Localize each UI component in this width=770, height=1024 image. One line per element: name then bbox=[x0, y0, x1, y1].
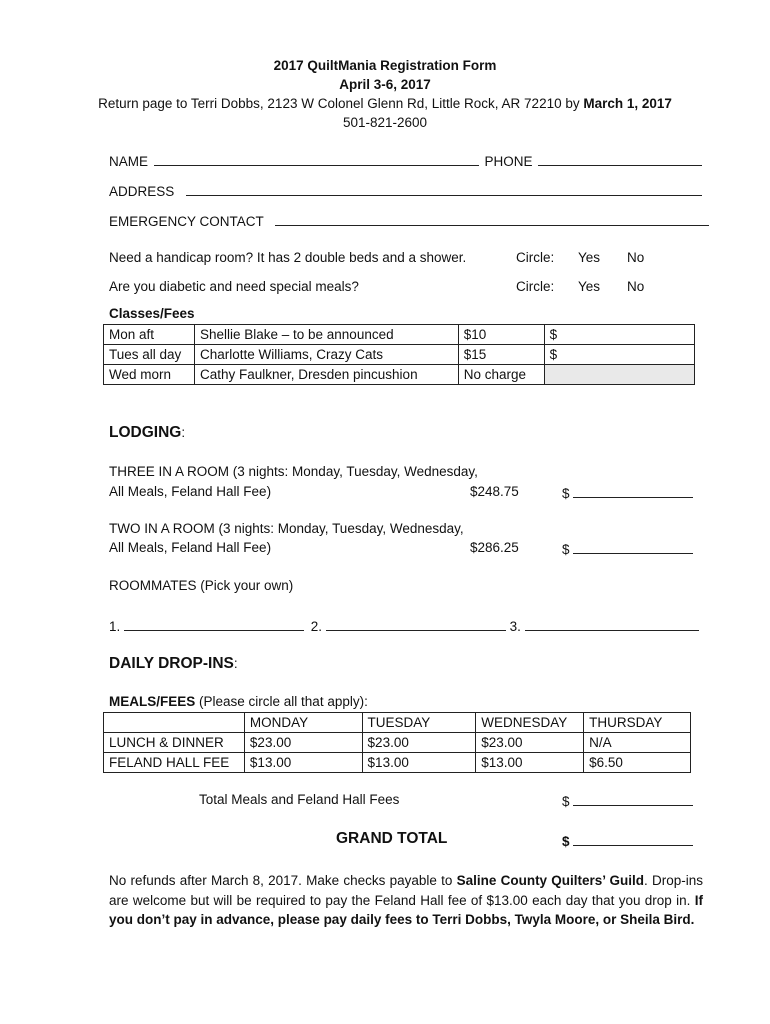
roommate-1-field[interactable] bbox=[124, 617, 304, 631]
emergency-label: EMERGENCY CONTACT bbox=[109, 214, 264, 229]
pay-advance-note: If you don’t pay in advance, please pay daily fees to Terri Dobbs, Twyla Moore, or Sheila Bird. bbox=[109, 892, 703, 927]
diabetic-question: Are you diabetic and need special meals? bbox=[109, 279, 359, 294]
handicap-circle-label: Circle: bbox=[516, 250, 555, 265]
table-header-row bbox=[104, 713, 691, 733]
two-room-line2: All Meals, Feland Hall Fee) bbox=[109, 540, 272, 555]
column-header: THURSDAY bbox=[584, 713, 691, 733]
refund-policy bbox=[109, 871, 703, 930]
grand-total-amount bbox=[562, 832, 693, 849]
guild-name: Saline County Quilters’ Guild bbox=[456, 873, 645, 888]
class-fee: $10 bbox=[458, 325, 544, 345]
fee-cell: N/A bbox=[584, 733, 691, 753]
refund-text: No refunds after March 8, 2017. Make checks payable to bbox=[109, 873, 457, 888]
address-field[interactable] bbox=[186, 182, 702, 196]
class-day: Tues all day bbox=[104, 345, 195, 365]
fee-cell[interactable]: $13.00 bbox=[476, 753, 584, 773]
contact-phone: 501-821-2600 bbox=[342, 115, 428, 130]
class-day: Wed morn bbox=[104, 365, 195, 385]
diabetic-no-option[interactable]: No bbox=[627, 279, 645, 294]
column-header: MONDAY bbox=[244, 713, 362, 733]
column-header: WEDNESDAY bbox=[476, 713, 584, 733]
handicap-no-option[interactable]: No bbox=[627, 250, 645, 265]
dropins-table bbox=[103, 712, 691, 773]
two-room-amount-field[interactable] bbox=[573, 540, 693, 554]
roommate-row bbox=[109, 617, 699, 634]
fee-cell[interactable]: $6.50 bbox=[584, 753, 691, 773]
table-row bbox=[104, 365, 695, 385]
table-row bbox=[104, 325, 695, 345]
name-label: NAME bbox=[109, 154, 149, 169]
two-room-amount bbox=[562, 540, 693, 557]
lodging-title: LODGING bbox=[109, 424, 182, 441]
fee-cell[interactable]: $13.00 bbox=[362, 753, 476, 773]
meals-fees-note: (Please circle all that apply): bbox=[195, 694, 368, 709]
class-teacher: Cathy Faulkner, Dresden pincushion bbox=[194, 365, 458, 385]
total-meals-field[interactable] bbox=[573, 792, 693, 806]
classes-heading: Classes/Fees bbox=[109, 306, 195, 321]
dropins-title: DAILY DROP-INS bbox=[109, 655, 234, 672]
roommates-label: ROOMMATES (Pick your own) bbox=[109, 578, 294, 593]
form-title: 2017 QuiltMania Registration Form bbox=[273, 58, 497, 73]
classes-table bbox=[103, 324, 695, 385]
column-header bbox=[104, 713, 245, 733]
address-row bbox=[109, 182, 702, 199]
roommate-2-label: 2. bbox=[310, 619, 323, 634]
emergency-row bbox=[109, 212, 709, 229]
row-label: LUNCH & DINNER bbox=[104, 733, 245, 753]
return-address: Return page to Terri Dobbs, 2123 W Colonel Glenn Rd, Little Rock, AR 72210 by bbox=[98, 96, 584, 111]
fee-cell[interactable]: $23.00 bbox=[476, 733, 584, 753]
diabetic-yes-option[interactable]: Yes bbox=[578, 279, 601, 294]
class-amount-field[interactable]: $ bbox=[544, 345, 694, 365]
roommate-1-label: 1. bbox=[109, 619, 121, 634]
return-deadline: March 1, 2017 bbox=[583, 96, 672, 111]
three-room-amount-field[interactable] bbox=[573, 484, 693, 498]
meals-fees-label: MEALS/FEES bbox=[109, 694, 196, 709]
two-room-dollar: $ bbox=[562, 542, 570, 557]
grand-total-label: GRAND TOTAL bbox=[336, 830, 448, 847]
fee-cell[interactable]: $23.00 bbox=[362, 733, 476, 753]
three-room-line1: THREE IN A ROOM (3 nights: Monday, Tuesday, Wednesday, bbox=[109, 464, 478, 479]
three-room-dollar: $ bbox=[562, 486, 570, 501]
phone-label: PHONE bbox=[484, 154, 533, 169]
roommate-3-field[interactable] bbox=[525, 617, 699, 631]
total-meals-amount bbox=[562, 792, 693, 809]
three-room-line2: All Meals, Feland Hall Fee) bbox=[109, 484, 272, 499]
return-instructions bbox=[0, 96, 770, 111]
column-header: TUESDAY bbox=[362, 713, 476, 733]
name-field[interactable] bbox=[154, 152, 479, 166]
class-teacher: Shellie Blake – to be announced bbox=[194, 325, 458, 345]
class-amount-field[interactable]: $ bbox=[544, 325, 694, 345]
table-row bbox=[104, 733, 691, 753]
table-row bbox=[104, 345, 695, 365]
lodging-colon: : bbox=[181, 425, 186, 440]
roommate-3-label: 3. bbox=[509, 619, 521, 634]
three-room-amount bbox=[562, 484, 693, 501]
grand-total-dollar: $ bbox=[562, 834, 570, 849]
class-fee: No charge bbox=[458, 365, 544, 385]
fee-cell[interactable]: $13.00 bbox=[244, 753, 362, 773]
total-meals-label: Total Meals and Feland Hall Fees bbox=[199, 792, 400, 807]
two-room-line1: TWO IN A ROOM (3 nights: Monday, Tuesday, Wednesday, bbox=[109, 521, 464, 536]
dropin-fee-text: . Drop-ins are welcome but will be required to pay the Feland Hall fee of $13.00 each day that you drop in. bbox=[109, 873, 704, 908]
table-row bbox=[104, 753, 691, 773]
meals-label-row bbox=[109, 694, 368, 709]
diabetic-circle-label: Circle: bbox=[516, 279, 555, 294]
dropins-heading bbox=[109, 655, 238, 673]
phone-field[interactable] bbox=[538, 152, 702, 166]
emergency-field[interactable] bbox=[275, 212, 709, 226]
class-teacher: Charlotte Williams, Crazy Cats bbox=[194, 345, 458, 365]
class-fee: $15 bbox=[458, 345, 544, 365]
handicap-yes-option[interactable]: Yes bbox=[578, 250, 601, 265]
handicap-question: Need a handicap room? It has 2 double beds and a shower. bbox=[109, 250, 467, 265]
class-day: Mon aft bbox=[104, 325, 195, 345]
total-meals-dollar: $ bbox=[562, 794, 570, 809]
event-dates: April 3-6, 2017 bbox=[339, 77, 431, 92]
three-room-price: $248.75 bbox=[470, 484, 519, 499]
row-label: FELAND HALL FEE bbox=[104, 753, 245, 773]
dropins-colon: : bbox=[233, 656, 238, 671]
address-label: ADDRESS bbox=[109, 184, 175, 199]
class-amount-shaded bbox=[544, 365, 694, 385]
fee-cell[interactable]: $23.00 bbox=[244, 733, 362, 753]
name-row bbox=[109, 152, 702, 169]
two-room-price: $286.25 bbox=[470, 540, 519, 555]
grand-total-field[interactable] bbox=[573, 832, 693, 846]
roommate-2-field[interactable] bbox=[326, 617, 506, 631]
lodging-heading bbox=[109, 424, 185, 442]
